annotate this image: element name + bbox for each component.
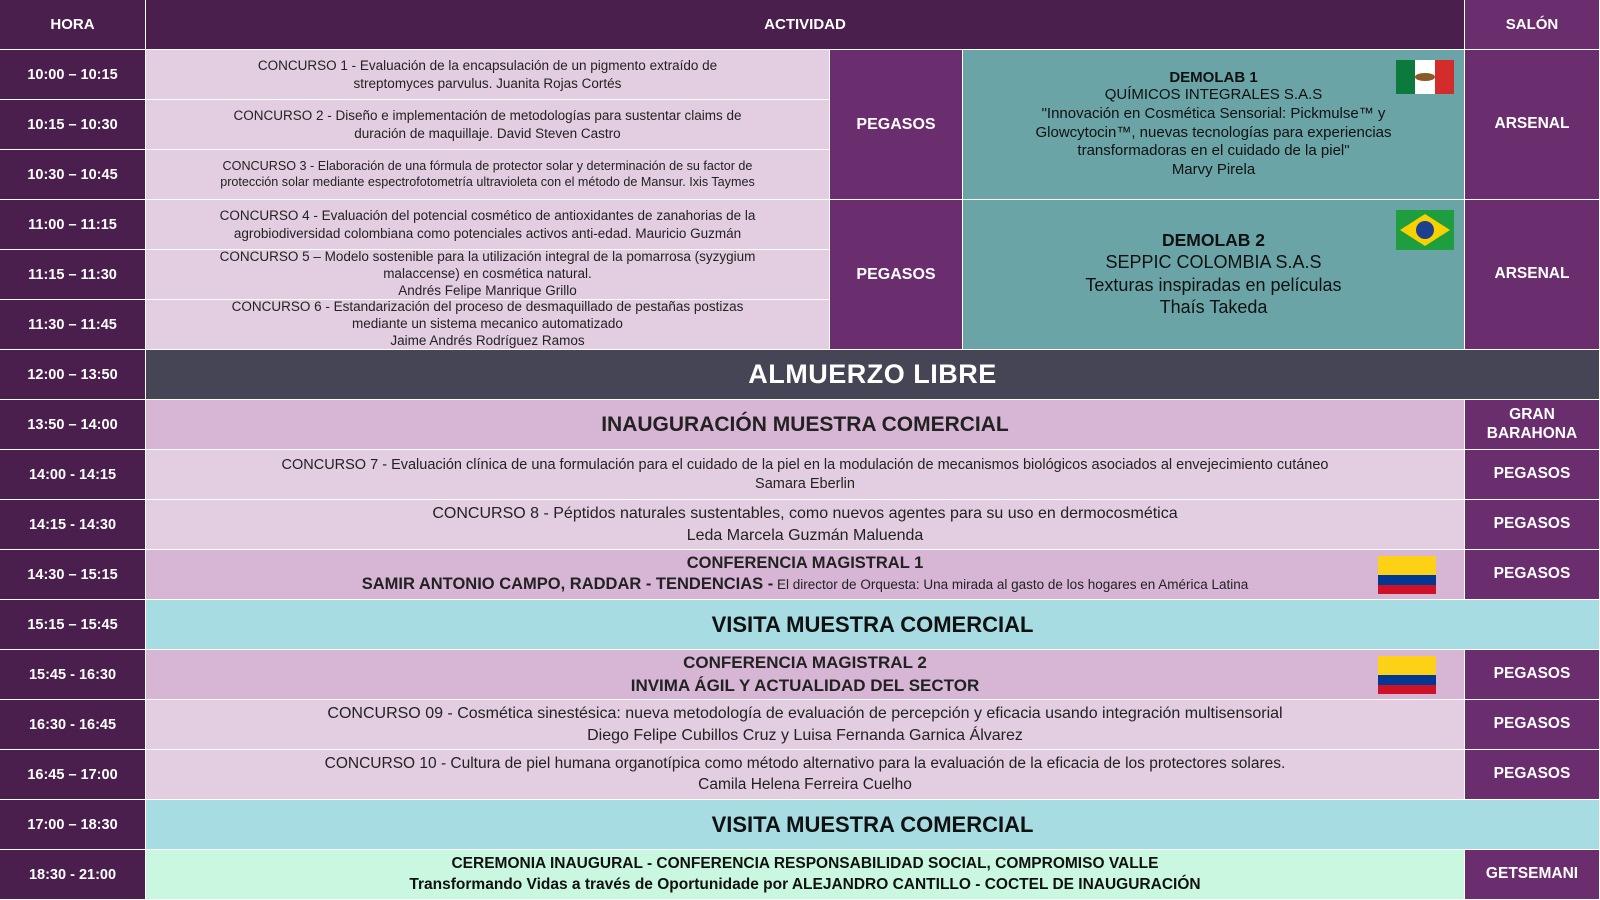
concurso-4 xyxy=(146,200,830,250)
magistral-2-title: CONFERENCIA MAGISTRAL 2 xyxy=(683,653,927,673)
concurso-9-line: Diego Felipe Cubillos Cruz y Luisa Fernanda Garnica Álvarez xyxy=(587,726,1023,744)
concurso-6-line: CONCURSO 6 - Estandarización del proceso de desmaquillado de pestañas postizas xyxy=(231,300,744,315)
header-actividad: ACTIVIDAD xyxy=(146,0,1465,50)
lunch-banner: ALMUERZO LIBRE xyxy=(146,350,1600,400)
visita-muestra-comercial: VISITA MUESTRA COMERCIAL xyxy=(146,600,1600,650)
room-pegasos: PEGASOS xyxy=(1465,700,1600,750)
visita-muestra-comercial: VISITA MUESTRA COMERCIAL xyxy=(146,800,1600,850)
demolab-1-talk-line: transformadoras en el cuidado de la piel" xyxy=(1077,142,1350,160)
hour-cell: 11:15 – 11:30 xyxy=(0,250,146,300)
concurso-6 xyxy=(146,300,830,350)
demolab-1-title: DEMOLAB 1 xyxy=(1169,69,1258,87)
colombia-flag-icon xyxy=(1378,656,1436,694)
ceremonia-inaugural xyxy=(146,850,1465,900)
hour-cell: 14:15 - 14:30 xyxy=(0,500,146,550)
header-hora: HORA xyxy=(0,0,146,50)
room-pegasos: PEGASOS xyxy=(830,50,963,200)
concurso-3 xyxy=(146,150,830,200)
concurso-5 xyxy=(146,250,830,300)
hour-cell: 12:00 – 13:50 xyxy=(0,350,146,400)
concurso-10-line: CONCURSO 10 - Cultura de piel humana organotípica como método alternativo para la evaluación de la eficacia de los protectores solares. xyxy=(324,754,1286,772)
hour-cell: 18:30 - 21:00 xyxy=(0,850,146,900)
ceremonia-line: CEREMONIA INAUGURAL - CONFERENCIA RESPONSABILIDAD SOCIAL, COMPROMISO VALLE xyxy=(451,855,1159,873)
concurso-1-line: streptomyces parvulus. Juanita Rojas Cortés xyxy=(353,75,622,91)
magistral-1-title: CONFERENCIA MAGISTRAL 1 xyxy=(686,553,924,572)
concurso-6-line: Jaime Andrés Rodríguez Ramos xyxy=(390,332,585,348)
conferencia-magistral-2 xyxy=(146,650,1465,700)
magistral-1-talk: El director de Orquesta: Una mirada al gasto de los hogares en América Latina xyxy=(773,577,1249,593)
hour-cell: 17:00 – 18:30 xyxy=(0,800,146,850)
room-getsemani: GETSEMANI xyxy=(1465,850,1600,900)
room-arsenal: ARSENAL xyxy=(1465,50,1600,200)
room-pegasos: PEGASOS xyxy=(830,200,963,350)
concurso-3-line: protección solar mediante espectrofotometría ultravioleta con el método de Mansur. Ixis Taymes xyxy=(220,174,755,189)
magistral-1-speaker: SAMIR ANTONIO CAMPO, RADDAR - TENDENCIAS - xyxy=(361,575,774,594)
room-line: BARAHONA xyxy=(1486,424,1578,442)
demolab-1-company: QUÍMICOS INTEGRALES S.A.S xyxy=(1104,86,1323,104)
concurso-5-line: Andrés Felipe Manrique Grillo xyxy=(398,282,577,298)
room-pegasos: PEGASOS xyxy=(1465,450,1600,500)
room-pegasos: PEGASOS xyxy=(1465,750,1600,800)
room-gran-barahona xyxy=(1465,400,1600,450)
hour-cell: 13:50 – 14:00 xyxy=(0,400,146,450)
demolab-2 xyxy=(963,200,1465,350)
room-arsenal: ARSENAL xyxy=(1465,200,1600,350)
hour-cell: 11:30 – 11:45 xyxy=(0,300,146,350)
mexico-flag-icon xyxy=(1396,60,1454,94)
demolab-1-talk-line: Glowcytocin™, nuevas tecnologías para experiencias xyxy=(1035,123,1392,141)
brazil-flag-icon xyxy=(1396,210,1454,250)
concurso-3-line: CONCURSO 3 - Elaboración de una fórmula de protector solar y determinación de su factor de xyxy=(222,158,753,173)
hour-cell: 16:30 - 16:45 xyxy=(0,700,146,750)
demolab-2-talk: Texturas inspiradas en películas xyxy=(1085,274,1342,295)
ceremonia-line: Transformando Vidas a través de Oportunidade por ALEJANDRO CANTILLO - COCTEL DE INAUGURACIÓN xyxy=(409,875,1201,893)
magistral-2-subtitle: INVIMA ÁGIL Y ACTUALIDAD DEL SECTOR xyxy=(630,675,980,695)
concurso-7-line: CONCURSO 7 - Evaluación clínica de una formulación para el cuidado de la piel en la modulación de mecanismos biológicos asociados al envejecimiento cutáneo xyxy=(281,456,1329,473)
concurso-10-line: Camila Helena Ferreira Cuelho xyxy=(698,775,912,793)
hour-cell: 16:45 – 17:00 xyxy=(0,750,146,800)
concurso-4-line: CONCURSO 4 - Evaluación del potencial cosmético de antioxidantes de zanahorias de la xyxy=(219,207,756,223)
room-pegasos: PEGASOS xyxy=(1465,550,1600,600)
concurso-2 xyxy=(146,100,830,150)
hour-cell: 11:00 – 11:15 xyxy=(0,200,146,250)
demolab-1 xyxy=(963,50,1465,200)
concurso-9-line: CONCURSO 09 - Cosmética sinestésica: nueva metodología de evaluación de percepción y eficacia usando integración multisensorial xyxy=(327,704,1283,722)
concurso-7-line: Samara Eberlin xyxy=(755,475,855,492)
hour-cell: 14:00 - 14:15 xyxy=(0,450,146,500)
concurso-8-line: Leda Marcela Guzmán Maluenda xyxy=(686,526,924,544)
concurso-5-line: malaccense) en cosmética natural. xyxy=(383,266,592,282)
demolab-2-company: SEPPIC COLOMBIA S.A.S xyxy=(1105,252,1322,273)
concurso-6-line: mediante un sistema mecanico automatizado xyxy=(352,316,623,332)
concurso-7 xyxy=(146,450,1465,500)
hour-cell: 10:00 – 10:15 xyxy=(0,50,146,100)
room-pegasos: PEGASOS xyxy=(1465,500,1600,550)
demolab-1-speaker: Marvy Pirela xyxy=(1171,161,1256,179)
hour-cell: 14:30 – 15:15 xyxy=(0,550,146,600)
hour-cell: 15:45 - 16:30 xyxy=(0,650,146,700)
concurso-10 xyxy=(146,750,1465,800)
demolab-1-talk-line: "Innovación en Cosmética Sensorial: Pickmulse™ y xyxy=(1041,104,1386,122)
hour-cell: 15:15 – 15:45 xyxy=(0,600,146,650)
hour-cell: 10:30 – 10:45 xyxy=(0,150,146,200)
demolab-2-title: DEMOLAB 2 xyxy=(1161,230,1266,251)
inauguracion-muestra: INAUGURACIÓN MUESTRA COMERCIAL xyxy=(146,400,1465,450)
room-line: GRAN xyxy=(1509,405,1555,423)
concurso-1-line: CONCURSO 1 - Evaluación de la encapsulación de un pigmento extraído de xyxy=(257,57,718,73)
concurso-2-line: duración de maquillaje. David Steven Castro xyxy=(354,125,621,141)
hour-cell: 10:15 – 10:30 xyxy=(0,100,146,150)
header-salon: SALÓN xyxy=(1465,0,1600,50)
concurso-2-line: CONCURSO 2 - Diseño e implementación de metodologías para sustentar claims de xyxy=(233,107,742,123)
conferencia-magistral-1 xyxy=(146,550,1465,600)
concurso-8 xyxy=(146,500,1465,550)
concurso-5-line: CONCURSO 5 – Modelo sostenible para la utilización integral de la pomarrosa (syzygium xyxy=(219,250,756,265)
room-pegasos: PEGASOS xyxy=(1465,650,1600,700)
demolab-2-speaker: Thaís Takeda xyxy=(1159,297,1268,318)
concurso-4-line: agrobiodiversidad colombiana como potenciales activos anti-edad. Mauricio Guzmán xyxy=(233,225,742,241)
colombia-flag-icon xyxy=(1378,556,1436,594)
concurso-8-line: CONCURSO 8 - Péptidos naturales sustentables, como nuevos agentes para su uso en dermocosmética xyxy=(432,504,1178,522)
concurso-9 xyxy=(146,700,1465,750)
concurso-1 xyxy=(146,50,830,100)
